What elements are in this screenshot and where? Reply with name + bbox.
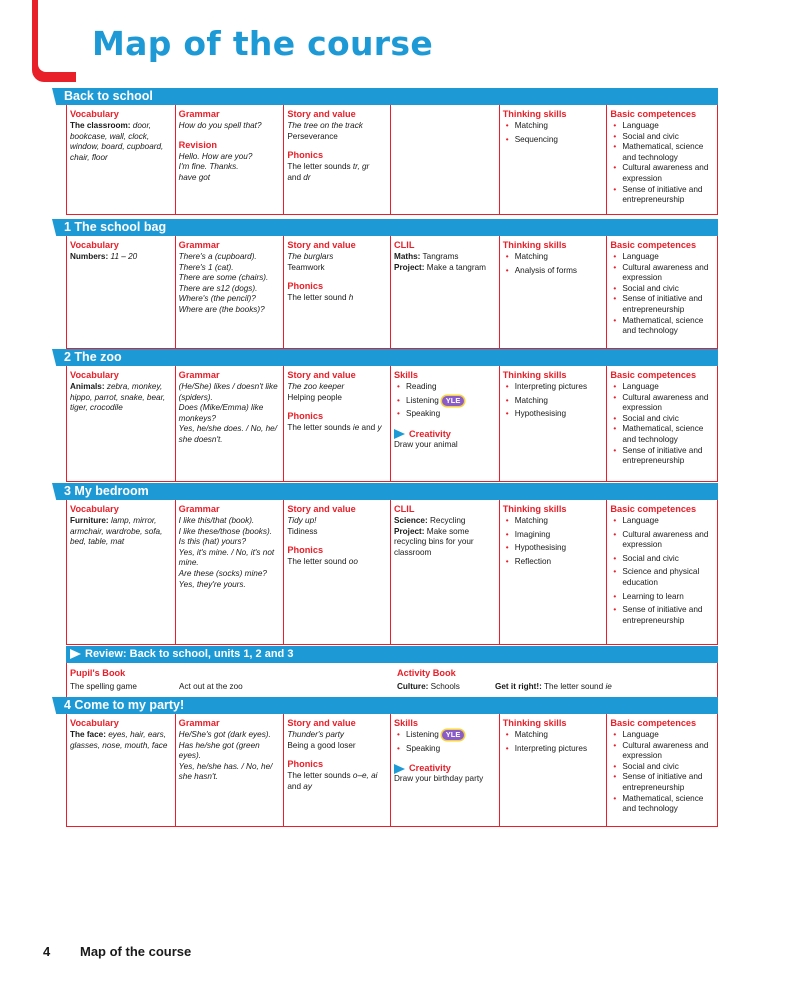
thinking-skills-cell <box>500 366 608 481</box>
list-item: • Cultural awareness and expression <box>610 530 714 551</box>
clil-line: Project: Make some recycling bins for your classroom <box>394 526 474 557</box>
competences-cell <box>607 714 717 826</box>
list-item: • Sense of initiative and entrepreneurship <box>610 446 714 467</box>
competences-heading: Basic competences <box>610 504 697 514</box>
story-title: The tree on the track <box>287 121 363 130</box>
unit-title-bar <box>66 483 718 500</box>
grammar-line: I'm fine. Thanks. <box>178 162 239 172</box>
list-item: • Mathematical, science and technology <box>610 142 714 163</box>
unit-title: 4 Come to my party! <box>64 698 185 712</box>
vocabulary-cell <box>67 714 176 826</box>
grammar-cell <box>176 500 285 644</box>
empty-cell <box>391 105 500 214</box>
list-item: • Cultural awareness and expression <box>610 741 714 762</box>
skills-cell <box>391 714 500 826</box>
unit-come-to-my-party <box>66 697 718 827</box>
phonics-text: The letter sounds tr, gr and dr <box>287 162 370 182</box>
unit-title-bar <box>66 219 718 236</box>
phonics-text: The letter sound h <box>287 293 354 303</box>
grammar-cell <box>176 105 285 214</box>
grammar-line: There are some (chairs). <box>178 273 269 283</box>
story-title: Thunder's party <box>287 730 344 739</box>
review-item: Get it right!: The letter sound ie <box>495 682 612 691</box>
story-cell <box>284 105 391 214</box>
list-item: • Listening YLE <box>394 396 496 407</box>
grammar-line: Yes, it's mine. / No, it's not mine. <box>178 547 275 568</box>
thinking-skills-cell <box>500 500 608 644</box>
flag-icon <box>394 764 405 774</box>
list-item: • Language <box>610 252 714 263</box>
footer-label: Map of the course <box>80 944 192 959</box>
unit-title-bar <box>66 349 718 366</box>
flag-icon <box>70 649 81 659</box>
phonics-text: The letter sounds ie and y <box>287 423 382 433</box>
competences-heading: Basic competences <box>610 109 697 119</box>
thinking-skills-cell <box>500 236 608 348</box>
review-item: The spelling game <box>70 682 137 691</box>
grammar-line: Hello. How are you? <box>178 151 253 161</box>
list-item: • Language <box>610 382 714 393</box>
clil-line: Maths: Tangrams <box>394 252 459 261</box>
review-item: Culture: Schools <box>397 682 460 691</box>
grammar-heading: Grammar <box>178 504 220 514</box>
list-item: • Matching <box>503 730 604 741</box>
list-item: • Hypothesising <box>503 409 604 420</box>
creativity-heading: Creativity <box>394 428 496 440</box>
grammar-line: Where are (the books)? <box>178 304 265 314</box>
skills-heading: Skills <box>394 718 419 728</box>
grammar-line: I like this/that (book). <box>178 516 255 525</box>
unit-title: Back to school <box>64 89 153 103</box>
story-title: Tidy up! <box>287 516 317 525</box>
list-item: • Interpreting pictures <box>503 382 604 393</box>
grammar-line: Is this (hat) yours? <box>178 537 247 547</box>
grammar-cell <box>176 366 285 481</box>
thinking-skills-cell <box>500 714 608 826</box>
flag-icon <box>394 429 405 439</box>
story-heading: Story and value <box>287 240 356 250</box>
list-item: • Matching <box>503 121 604 132</box>
grammar-line: Yes, they're yours. <box>178 579 246 589</box>
unit-back-to-school <box>66 88 718 215</box>
thinking-skills-heading: Thinking skills <box>502 240 567 250</box>
list-item: • Matching <box>503 516 604 527</box>
vocabulary-cell <box>67 105 176 214</box>
list-item: • Sequencing <box>503 135 604 146</box>
list-item: • Mathematical, science and technology <box>610 316 714 337</box>
list-item: • Imagining <box>503 530 604 541</box>
list-item: • Speaking <box>394 409 496 420</box>
story-heading: Story and value <box>287 504 356 514</box>
list-item: • Social and civic <box>610 414 714 425</box>
list-item: • Social and civic <box>610 554 714 565</box>
unit-my-bedroom <box>66 483 718 645</box>
grammar-heading: Grammar <box>178 109 220 119</box>
list-item: • Language <box>610 730 714 741</box>
list-item: • Learning to learn <box>610 592 714 603</box>
grammar-line: I like these/those (books). <box>178 526 272 536</box>
yle-badge: YLE <box>442 730 465 740</box>
vocabulary-text: Animals: zebra, monkey, hippo, parrot, snake, bear, tiger, crocodile <box>70 382 166 413</box>
story-heading: Story and value <box>287 718 356 728</box>
grammar-heading: Grammar <box>178 240 220 250</box>
pupils-book-heading: Pupil's Book <box>70 668 126 678</box>
list-item: • Social and civic <box>610 284 714 295</box>
grammar-cell <box>176 236 285 348</box>
list-item: • Listening YLE <box>394 730 496 741</box>
vocabulary-cell <box>67 236 176 348</box>
vocabulary-cell <box>67 366 176 481</box>
creativity-text: Draw your birthday party <box>394 774 484 784</box>
list-item: • Sense of initiative and entrepreneurship <box>610 772 714 793</box>
clil-line: Science: Recycling <box>394 516 466 525</box>
list-item: • Science and physical education <box>610 567 714 588</box>
grammar-line: There's 1 (cat). <box>178 262 234 272</box>
list-item: • Analysis of forms <box>503 266 604 277</box>
list-item: • Language <box>610 121 714 132</box>
unit-school-bag <box>66 219 718 349</box>
vocabulary-text: The face: eyes, hair, ears, glasses, nose, mouth, face <box>70 730 168 750</box>
corner-tab-decoration <box>32 0 76 82</box>
grammar-heading: Grammar <box>178 718 220 728</box>
vocabulary-text: The classroom: door, bookcase, wall, clock, window, board, cupboard, chair, floor <box>70 121 164 162</box>
phonics-text: The letter sounds o–e, ai and ay <box>287 771 378 791</box>
grammar-cell <box>176 714 285 826</box>
story-cell <box>284 500 391 644</box>
list-item: • Cultural awareness and expression <box>610 393 714 414</box>
competences-cell <box>607 236 717 348</box>
vocabulary-heading: Vocabulary <box>70 109 119 119</box>
story-value: Perseverance <box>287 131 338 141</box>
thinking-skills-heading: Thinking skills <box>502 718 567 728</box>
grammar-line: Has he/she got (green eyes). <box>178 740 260 761</box>
yle-badge: YLE <box>442 396 465 406</box>
story-value: Teamwork <box>287 262 325 272</box>
list-item: • Reflection <box>503 557 604 568</box>
grammar-line: have got <box>178 172 211 182</box>
creativity-text: Draw your animal <box>394 439 458 449</box>
phonics-heading: Phonics <box>287 150 324 161</box>
vocabulary-heading: Vocabulary <box>70 504 119 514</box>
unit-title-bar <box>66 697 718 714</box>
list-item: • Reading <box>394 382 496 393</box>
page-title: Map of the course <box>92 24 433 63</box>
review-bar <box>66 646 718 663</box>
competences-heading: Basic competences <box>610 240 697 250</box>
grammar-line: There are s12 (dogs). <box>178 283 258 293</box>
list-item: • Language <box>610 516 714 527</box>
list-item: • Sense of initiative and entrepreneurship <box>610 605 714 626</box>
thinking-skills-cell <box>500 105 608 214</box>
vocabulary-heading: Vocabulary <box>70 370 119 380</box>
competences-cell <box>607 105 717 214</box>
list-item: • Cultural awareness and expression <box>610 263 714 284</box>
story-cell <box>284 366 391 481</box>
story-heading: Story and value <box>287 109 356 119</box>
phonics-heading: Phonics <box>287 281 324 292</box>
grammar-line: Yes, he/she does. / No, he/ she doesn't. <box>178 424 277 444</box>
story-cell <box>284 236 391 348</box>
vocabulary-heading: Vocabulary <box>70 240 119 250</box>
grammar-line: Does (Mike/Emma) like monkeys? <box>178 403 264 423</box>
list-item: • Mathematical, science and technology <box>610 794 714 815</box>
grammar-heading: Grammar <box>178 370 220 380</box>
list-item: • Hypothesising <box>503 543 604 554</box>
grammar-line: Yes, he/she has. / No, he/ she hasn't. <box>178 761 273 782</box>
thinking-skills-heading: Thinking skills <box>502 504 567 514</box>
clil-cell <box>391 236 500 348</box>
phonics-heading: Phonics <box>287 759 324 770</box>
list-item: • Sense of initiative and entrepreneurship <box>610 185 714 206</box>
grammar-line: (He/She) likes / doesn't like (spiders). <box>178 382 278 402</box>
story-title: The burglars <box>287 252 334 261</box>
list-item: • Matching <box>503 396 604 407</box>
clil-heading: CLIL <box>394 240 415 250</box>
list-item: • Speaking <box>394 744 496 755</box>
page-number: 4 <box>43 944 51 959</box>
clil-line: Project: Make a tangram <box>394 262 486 272</box>
thinking-skills-heading: Thinking skills <box>502 370 567 380</box>
unit-title: 1 The school bag <box>64 220 167 234</box>
competences-cell <box>607 500 717 644</box>
list-item: • Social and civic <box>610 762 714 773</box>
review-item: Act out at the zoo <box>179 682 243 691</box>
list-item: • Matching <box>503 252 604 263</box>
story-cell <box>284 714 391 826</box>
grammar-line: How do you spell that? <box>178 121 262 130</box>
review-box <box>66 663 718 697</box>
story-value: Being a good loser <box>287 740 356 750</box>
grammar-line: Are these (socks) mine? <box>178 568 267 578</box>
competences-cell <box>607 366 717 481</box>
grammar-line: There's a (cupboard). <box>178 252 257 261</box>
competences-heading: Basic competences <box>610 370 697 380</box>
phonics-heading: Phonics <box>287 545 324 556</box>
competences-heading: Basic competences <box>610 718 697 728</box>
list-item: • Sense of initiative and entrepreneurship <box>610 294 714 315</box>
unit-title-bar <box>66 88 718 105</box>
phonics-heading: Phonics <box>287 411 324 422</box>
vocabulary-heading: Vocabulary <box>70 718 119 728</box>
revision-heading: Revision <box>178 139 217 150</box>
unit-title: 2 The zoo <box>64 350 122 364</box>
unit-title: 3 My bedroom <box>64 484 149 498</box>
grammar-line: He/She's got (dark eyes). <box>178 730 271 739</box>
vocabulary-text: Numbers: 11 – 20 <box>70 252 138 261</box>
story-heading: Story and value <box>287 370 356 380</box>
unit-zoo <box>66 349 718 482</box>
vocabulary-cell <box>67 500 176 644</box>
vocabulary-text: Furniture: lamp, mirror, armchair, wardrobe, sofa, bed, table, mat <box>70 516 163 547</box>
thinking-skills-heading: Thinking skills <box>502 109 567 119</box>
list-item: • Mathematical, science and technology <box>610 424 714 445</box>
creativity-heading: Creativity <box>394 762 496 774</box>
list-item: • Interpreting pictures <box>503 744 604 755</box>
story-value: Helping people <box>287 392 342 402</box>
list-item: • Cultural awareness and expression <box>610 163 714 184</box>
grammar-line: Where's (the pencil)? <box>178 294 256 304</box>
clil-cell <box>391 500 500 644</box>
story-value: Tidiness <box>287 526 318 536</box>
skills-heading: Skills <box>394 370 419 380</box>
skills-cell <box>391 366 500 481</box>
review-title: Review: Back to school, units 1, 2 and 3 <box>85 648 294 660</box>
activity-book-heading: Activity Book <box>397 668 456 678</box>
clil-heading: CLIL <box>394 504 415 514</box>
story-title: The zoo keeper <box>287 382 345 391</box>
list-item: • Social and civic <box>610 132 714 143</box>
phonics-text: The letter sound oo <box>287 557 358 567</box>
